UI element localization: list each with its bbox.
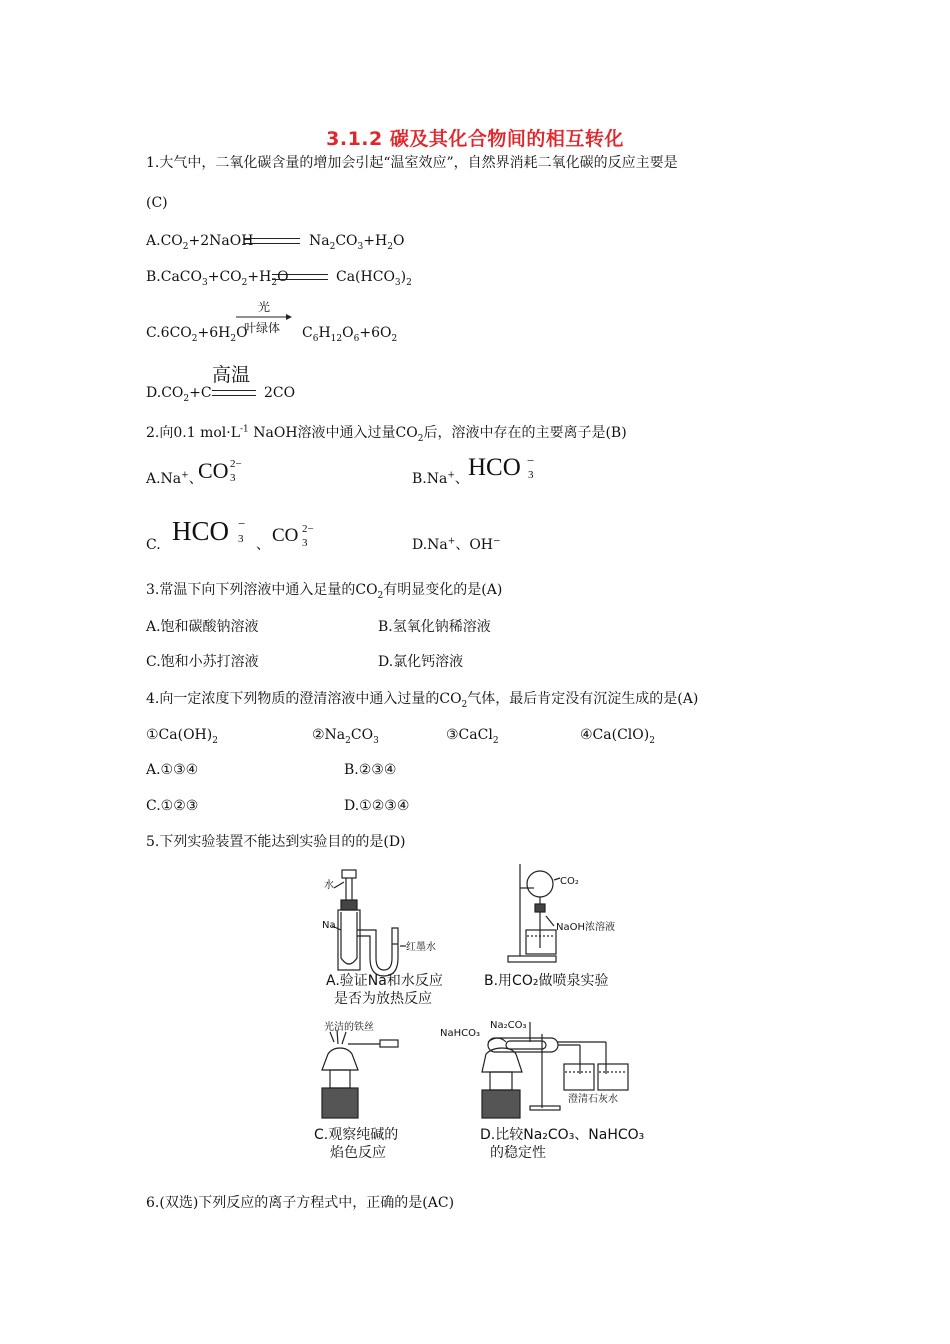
equals-sign — [244, 238, 300, 244]
label-naoh: NaOH浓溶液 — [556, 922, 615, 933]
caption-b: B.用CO₂做喷泉实验 — [484, 973, 609, 989]
q4-stem: 4.向一定浓度下列物质的澄清溶液中通入过量的$CO_2$气体，最后肯定没有沉淀生成的是(A) — [146, 691, 699, 710]
q5-stem: 5.下列实验装置不能达到实验目的的是(D) — [146, 834, 406, 850]
caption-d-line2: 的稳定性 — [490, 1145, 546, 1161]
apparatus-b — [508, 864, 560, 962]
arrow-condition-light: 光 — [258, 300, 271, 314]
q2-option-c: C. — [146, 537, 161, 553]
q1-option-b: $B.CaCO_3+CO_2+H_2O$ — [146, 269, 289, 288]
q3-stem: 3.常温下向下列溶液中通入足量的$CO_2$有明显变化的是(A) — [146, 582, 503, 601]
q4-option-b: B.②③④ — [344, 762, 397, 778]
q2-option-a: A.Na+、 — [146, 470, 203, 487]
q4-option-c: C.①②③ — [146, 798, 199, 814]
q3-option-b: B.氢氧化钠稀溶液 — [378, 619, 491, 635]
q3-option-d: D.氯化钙溶液 — [378, 654, 464, 670]
separator: 、 — [256, 537, 270, 553]
caption-a-line2: 是否为放热反应 — [334, 991, 432, 1007]
q1-option-c-product: $C_6H_{12}O_6+6O_2$ — [302, 325, 398, 344]
arrow-condition-chlorophyll: 叶绿体 — [244, 321, 281, 335]
caption-a-line1: A.验证Na和水反应 — [326, 973, 443, 989]
label-na2co3: Na₂CO₃ — [490, 1020, 527, 1031]
label-water: 水 — [324, 880, 334, 891]
q1-option-b-product: $Ca(HCO_3)_2$ — [336, 269, 412, 288]
q4-item-1: $①Ca(OH)_2$ — [146, 727, 218, 746]
label-red-ink: 红墨水 — [406, 942, 436, 953]
q1-answer: (C) — [146, 195, 168, 211]
label-limewater: 澄清石灰水 — [568, 1094, 618, 1105]
q3-option-c: C.饱和小苏打溶液 — [146, 654, 259, 670]
q1-option-d-product: 2CO — [264, 385, 296, 401]
bicarbonate-ion: HCO − 3 — [172, 516, 246, 546]
label-co2: CO₂ — [560, 876, 579, 887]
q4-item-2: $②Na_2CO_3$ — [312, 727, 379, 746]
caption-c-line2: 焰色反应 — [330, 1145, 386, 1161]
page-title: 3.1.2 碳及其化合物间的相互转化 — [326, 128, 624, 150]
caption-d-line1: D.比较Na₂CO₃、NaHCO₃ — [480, 1127, 645, 1143]
bicarbonate-ion: HCO − 3 — [468, 453, 535, 481]
q4-item-4: $④Ca(ClO)_2$ — [580, 727, 655, 746]
q4-option-a: A.①③④ — [146, 762, 199, 778]
carbonate-ion: CO 2− 3 — [198, 458, 242, 484]
q2-option-b: B.Na+、 — [412, 470, 469, 487]
equals-sign — [272, 274, 328, 280]
label-iron-wire: 光洁的铁丝 — [324, 1022, 374, 1033]
q1-option-a: $A.CO_2+2NaOH$ — [146, 233, 254, 252]
apparatus-figure — [310, 858, 650, 1168]
apparatus-a — [332, 870, 406, 976]
condition-high-temp: 高温 — [212, 364, 251, 386]
q1-option-c: $C.6CO_2+6H_2O$ — [146, 325, 248, 344]
label-sodium: Na — [322, 920, 336, 931]
carbonate-ion: CO 2− 3 — [272, 523, 314, 549]
q2-option-d: D.Na+、OH− — [412, 536, 501, 553]
q4-item-3: ③CaCl$_2$ — [446, 727, 499, 746]
caption-c-line1: C.观察纯碱的 — [314, 1127, 399, 1143]
q4-option-d: D.①②③④ — [344, 798, 410, 814]
q3-option-a: A.饱和碳酸钠溶液 — [146, 619, 259, 635]
q6-stem: 6.(双选)下列反应的离子方程式中，正确的是(AC) — [146, 1195, 455, 1211]
q1-option-d: $D.CO_2+C$ — [146, 385, 212, 404]
equals-sign — [212, 390, 256, 396]
q2-stem: 2.向0.1 $mol\cdot L^{-1}$ NaOH溶液中通入过量$CO_2$后，溶液中存在的主要离子是(B) — [146, 424, 627, 444]
q1-option-a-product: $Na_2CO_3+H_2O$ — [309, 233, 405, 252]
label-nahco3: NaHCO₃ — [440, 1028, 480, 1039]
apparatus-c — [322, 1030, 398, 1118]
q1-stem: 1.大气中，二氧化碳含量的增加会引起“温室效应”，自然界消耗二氧化碳的反应主要是 — [146, 155, 678, 171]
